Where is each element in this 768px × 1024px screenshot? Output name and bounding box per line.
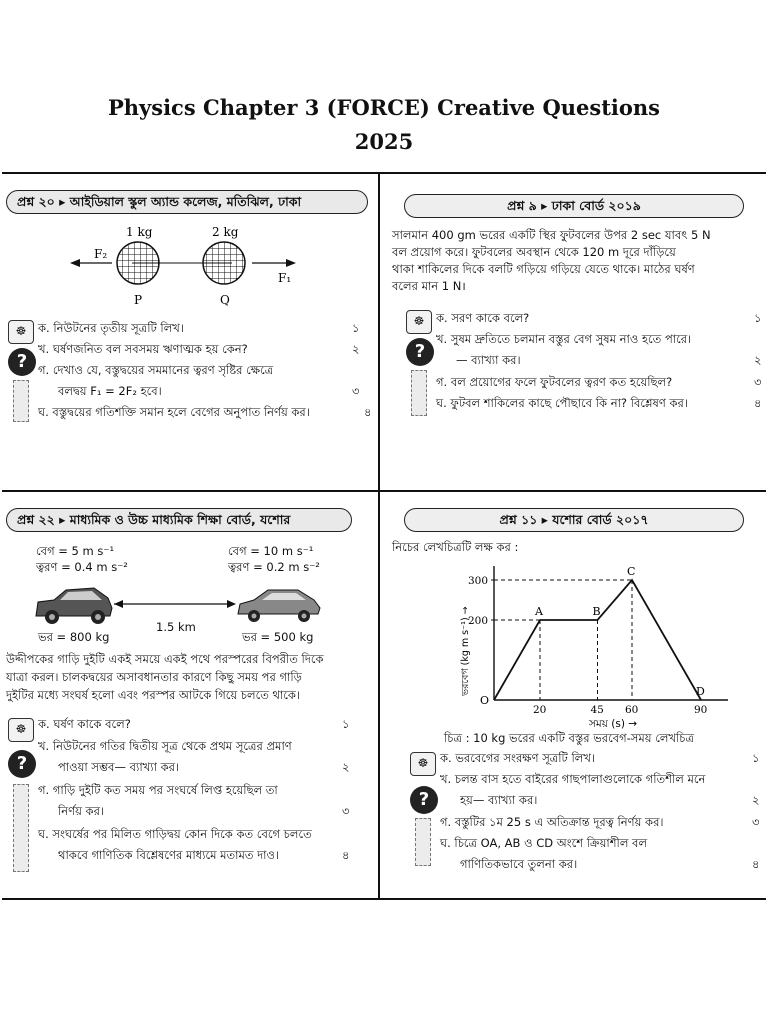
label-q: Q bbox=[220, 293, 230, 307]
car-2 bbox=[238, 590, 320, 622]
point-label-B: B bbox=[592, 605, 601, 618]
mark-ga: ৩ bbox=[352, 384, 360, 398]
item-gha-cont: গাণিতিকভাবে তুলনা কর। bbox=[460, 857, 578, 871]
mark-kha: ২ bbox=[752, 793, 760, 807]
car2-mass: ভর = 500 kg bbox=[242, 630, 314, 644]
stem-line-2: বল প্রয়োগ করে। ফুটবলের অবস্থান থেকে 120 m দূরে দাঁড়িয়ে bbox=[392, 245, 676, 259]
mark-kha: ২ bbox=[754, 353, 762, 367]
point-label-A: A bbox=[535, 605, 543, 618]
force-f2-label: F₂ bbox=[94, 247, 108, 261]
y-tick-label: 300 bbox=[468, 575, 489, 587]
question-icon-column bbox=[406, 310, 434, 416]
mark-ga: ৩ bbox=[342, 804, 350, 818]
x-tick-label: 60 bbox=[625, 704, 639, 716]
item-ga: গ. বস্তুটির ১ম 25 s এ অতিক্রান্ত দূরত্ব নির্ণয় কর। bbox=[440, 815, 664, 829]
question-panel-20 bbox=[2, 174, 378, 490]
distance-label: 1.5 km bbox=[156, 620, 196, 634]
car1-speed: বেগ = 5 m s⁻¹ bbox=[36, 544, 115, 558]
ball-p bbox=[117, 242, 159, 284]
item-ga: গ. দেখাও যে, বস্তুদ্বয়ের সমমানের ত্বরণ সৃষ্টির ক্ষেত্রে bbox=[38, 363, 274, 377]
brain-icon: ☸ bbox=[8, 320, 34, 344]
item-kha: খ. সুষম দ্রুতিতে চলমান বস্তুর বেগ সুষম নাও হতে পারে। bbox=[436, 332, 692, 346]
car2-accel: ত্বরণ = 0.2 m s⁻² bbox=[228, 560, 320, 574]
brain-icon: ☸ bbox=[410, 752, 436, 776]
x-tick-label: 45 bbox=[590, 704, 604, 716]
x-tick-label: 20 bbox=[533, 704, 547, 716]
brain-icon: ☸ bbox=[406, 310, 432, 334]
question-grid bbox=[2, 172, 766, 900]
grid-bottom-border bbox=[2, 898, 766, 900]
question-mark-icon: ? bbox=[8, 750, 36, 778]
item-ga-cont: নির্ণয় কর। bbox=[58, 804, 105, 818]
item-kha: খ. চলন্ত বাস হতে বাইরের গাছপালাগুলোকে গতিশীল মনে bbox=[440, 772, 706, 786]
momentum-line bbox=[494, 580, 701, 700]
momentum-time-chart bbox=[446, 560, 746, 730]
x-tick-label: 90 bbox=[694, 704, 708, 716]
mark-ka: ১ bbox=[752, 751, 760, 765]
label-p: P bbox=[134, 293, 143, 307]
margin-bar bbox=[13, 380, 29, 422]
question-header: প্রশ্ন ৯ ▸ ঢাকা বোর্ড ২০১৯ bbox=[404, 194, 744, 218]
mass-p-label: 1 kg bbox=[126, 225, 153, 239]
mark-ka: ১ bbox=[342, 717, 350, 731]
page-title-line-2: 2025 bbox=[354, 129, 414, 154]
brain-icon: ☸ bbox=[8, 718, 34, 742]
item-kha: খ. ঘর্ষণজনিত বল সবসময় ঋণাত্মক হয় কেন? bbox=[38, 342, 248, 356]
item-kha-cont: পাওয়া সম্ভব— ব্যাখ্যা কর। bbox=[58, 760, 180, 774]
mark-ka: ১ bbox=[352, 321, 360, 335]
question-panel-22 bbox=[2, 492, 378, 898]
mark-gha: ৪ bbox=[752, 857, 760, 871]
mark-kha: ২ bbox=[342, 760, 350, 774]
question-header: প্রশ্ন ২০ ▸ আইডিয়াল স্কুল অ্যান্ড কলেজ, মতিঝিল, ঢাকা bbox=[6, 190, 368, 214]
force-f1-label: F₁ bbox=[278, 271, 292, 285]
x-axis-label: সময় (s) → bbox=[589, 718, 638, 730]
question-panel-11 bbox=[380, 492, 766, 898]
margin-bar bbox=[13, 784, 29, 872]
mark-ga: ৩ bbox=[754, 375, 762, 389]
mark-gha: ৪ bbox=[342, 848, 350, 862]
mark-ga: ৩ bbox=[752, 815, 760, 829]
item-ga: গ. বল প্রয়োগের ফলে ফুটবলের ত্বরণ কত হয়েছিল? bbox=[436, 375, 673, 389]
point-label-D: D bbox=[696, 685, 705, 698]
mark-kha: ২ bbox=[352, 342, 360, 356]
stem-line-3: থাকা শাকিলের দিকে বলটি গড়িয়ে গড়িয়ে যেতে থাকে। মাঠের ঘর্ষণ bbox=[392, 262, 695, 276]
point-label-C: C bbox=[627, 565, 636, 578]
stem-line-1: উদ্দীপকের গাড়ি দুইটি একই সময়ে একই পথে পরস্পরের বিপরীত দিকে bbox=[6, 652, 324, 666]
car2-speed: বেগ = 10 m s⁻¹ bbox=[228, 544, 314, 558]
item-gha: ঘ. চিত্রে OA, AB ও CD অংশে ক্রিয়াশীল বল bbox=[440, 836, 648, 850]
page-title-line-1: Physics Chapter 3 (FORCE) Creative Questions bbox=[108, 95, 660, 120]
car-1 bbox=[36, 588, 112, 624]
question-header: প্রশ্ন ১১ ▸ যশোর বোর্ড ২০১৭ bbox=[404, 508, 744, 532]
question-icon-column bbox=[8, 320, 36, 422]
question-panel-9 bbox=[380, 174, 766, 490]
mark-ka: ১ bbox=[754, 311, 762, 325]
margin-bar bbox=[411, 370, 427, 416]
car1-mass: ভর = 800 kg bbox=[38, 630, 110, 644]
car1-accel: ত্বরণ = 0.4 m s⁻² bbox=[36, 560, 128, 574]
item-gha: ঘ. ফুটবল শাকিলের কাছে পৌছাবে কি না? বিশ্লেষণ কর। bbox=[436, 396, 688, 410]
question-mark-icon: ? bbox=[8, 348, 36, 376]
item-ka: ক. নিউটনের তৃতীয় সূত্রটি লিখ। bbox=[38, 321, 184, 335]
stem-line-4: বলের মান 1 N। bbox=[392, 279, 466, 293]
mark-gha: ৪ bbox=[754, 396, 762, 410]
ball-q bbox=[203, 242, 245, 284]
mass-q-label: 2 kg bbox=[212, 225, 239, 239]
y-tick-label: 200 bbox=[468, 615, 489, 627]
item-ga-cont: বলদ্বয় F₁ = 2F₂ হবে। bbox=[58, 384, 162, 398]
force-diagram bbox=[2, 224, 378, 316]
item-gha: ঘ. বস্তুদ্বয়ের গতিশক্তি সমান হলে বেগের অনুপাত নির্ণয় কর। bbox=[38, 405, 310, 419]
stem-line-2: যাত্রা করল। চালকদ্বয়ের অসাবধানতার কারণে কিছু সময় পর গাড়ি bbox=[6, 670, 302, 684]
item-ka: ক. ভরবেগের সংরক্ষণ সূত্রটি লিখ। bbox=[440, 751, 595, 765]
question-icon-column bbox=[410, 752, 438, 866]
question-icon-column bbox=[8, 718, 36, 872]
y-axis-label: ভরবেগ (kg m s⁻¹) → bbox=[460, 606, 471, 696]
mark-gha: ৪ bbox=[364, 405, 372, 419]
margin-bar bbox=[415, 818, 431, 866]
chart-caption: চিত্র : 10 kg ভরের একটি বস্তুর ভরবেগ-সময় লেখচিত্র bbox=[444, 731, 694, 745]
stem-line-1: সালমান 400 gm ভরের একটি স্থির ফুটবলের উপর 2 sec যাবৎ 5 N bbox=[392, 228, 711, 242]
item-kha: খ. নিউটনের গতির দ্বিতীয় সূত্র থেকে প্রথম সূত্রের প্রমাণ bbox=[38, 739, 292, 753]
item-kha-cont: — ব্যাখ্যা কর। bbox=[456, 353, 521, 367]
item-ka: ক. ঘর্ষণ কাকে বলে? bbox=[38, 717, 131, 731]
origin-label: O bbox=[480, 694, 490, 707]
item-ka: ক. সরণ কাকে বলে? bbox=[436, 311, 530, 325]
item-gha: ঘ. সংঘর্ষের পর মিলিত গাড়িদ্বয় কোন দিকে কত বেগে চলতে bbox=[38, 827, 312, 841]
question-mark-icon: ? bbox=[406, 338, 434, 366]
chart-intro: নিচের লেখচিত্রটি লক্ষ কর : bbox=[392, 540, 519, 554]
item-kha-cont: হয়— ব্যাখ্যা কর। bbox=[460, 793, 538, 807]
stem-line-3: দুইটির মধ্যে সংঘর্ষ হলো এবং পরস্পর আটকে গিয়ে চলতে থাকে। bbox=[6, 688, 301, 702]
item-gha-cont: থাকবে গাণিতিক বিশ্লেষণের মাধ্যমে মতামত দাও। bbox=[58, 848, 280, 862]
question-mark-icon: ? bbox=[410, 786, 438, 814]
question-header: প্রশ্ন ২২ ▸ মাধ্যমিক ও উচ্চ মাধ্যমিক শিক্ষা বোর্ড, যশোর bbox=[6, 508, 352, 532]
item-ga: গ. গাড়ি দুইটি কত সময় পর সংঘর্ষে লিপ্ত হয়েছিল তা bbox=[38, 783, 278, 797]
